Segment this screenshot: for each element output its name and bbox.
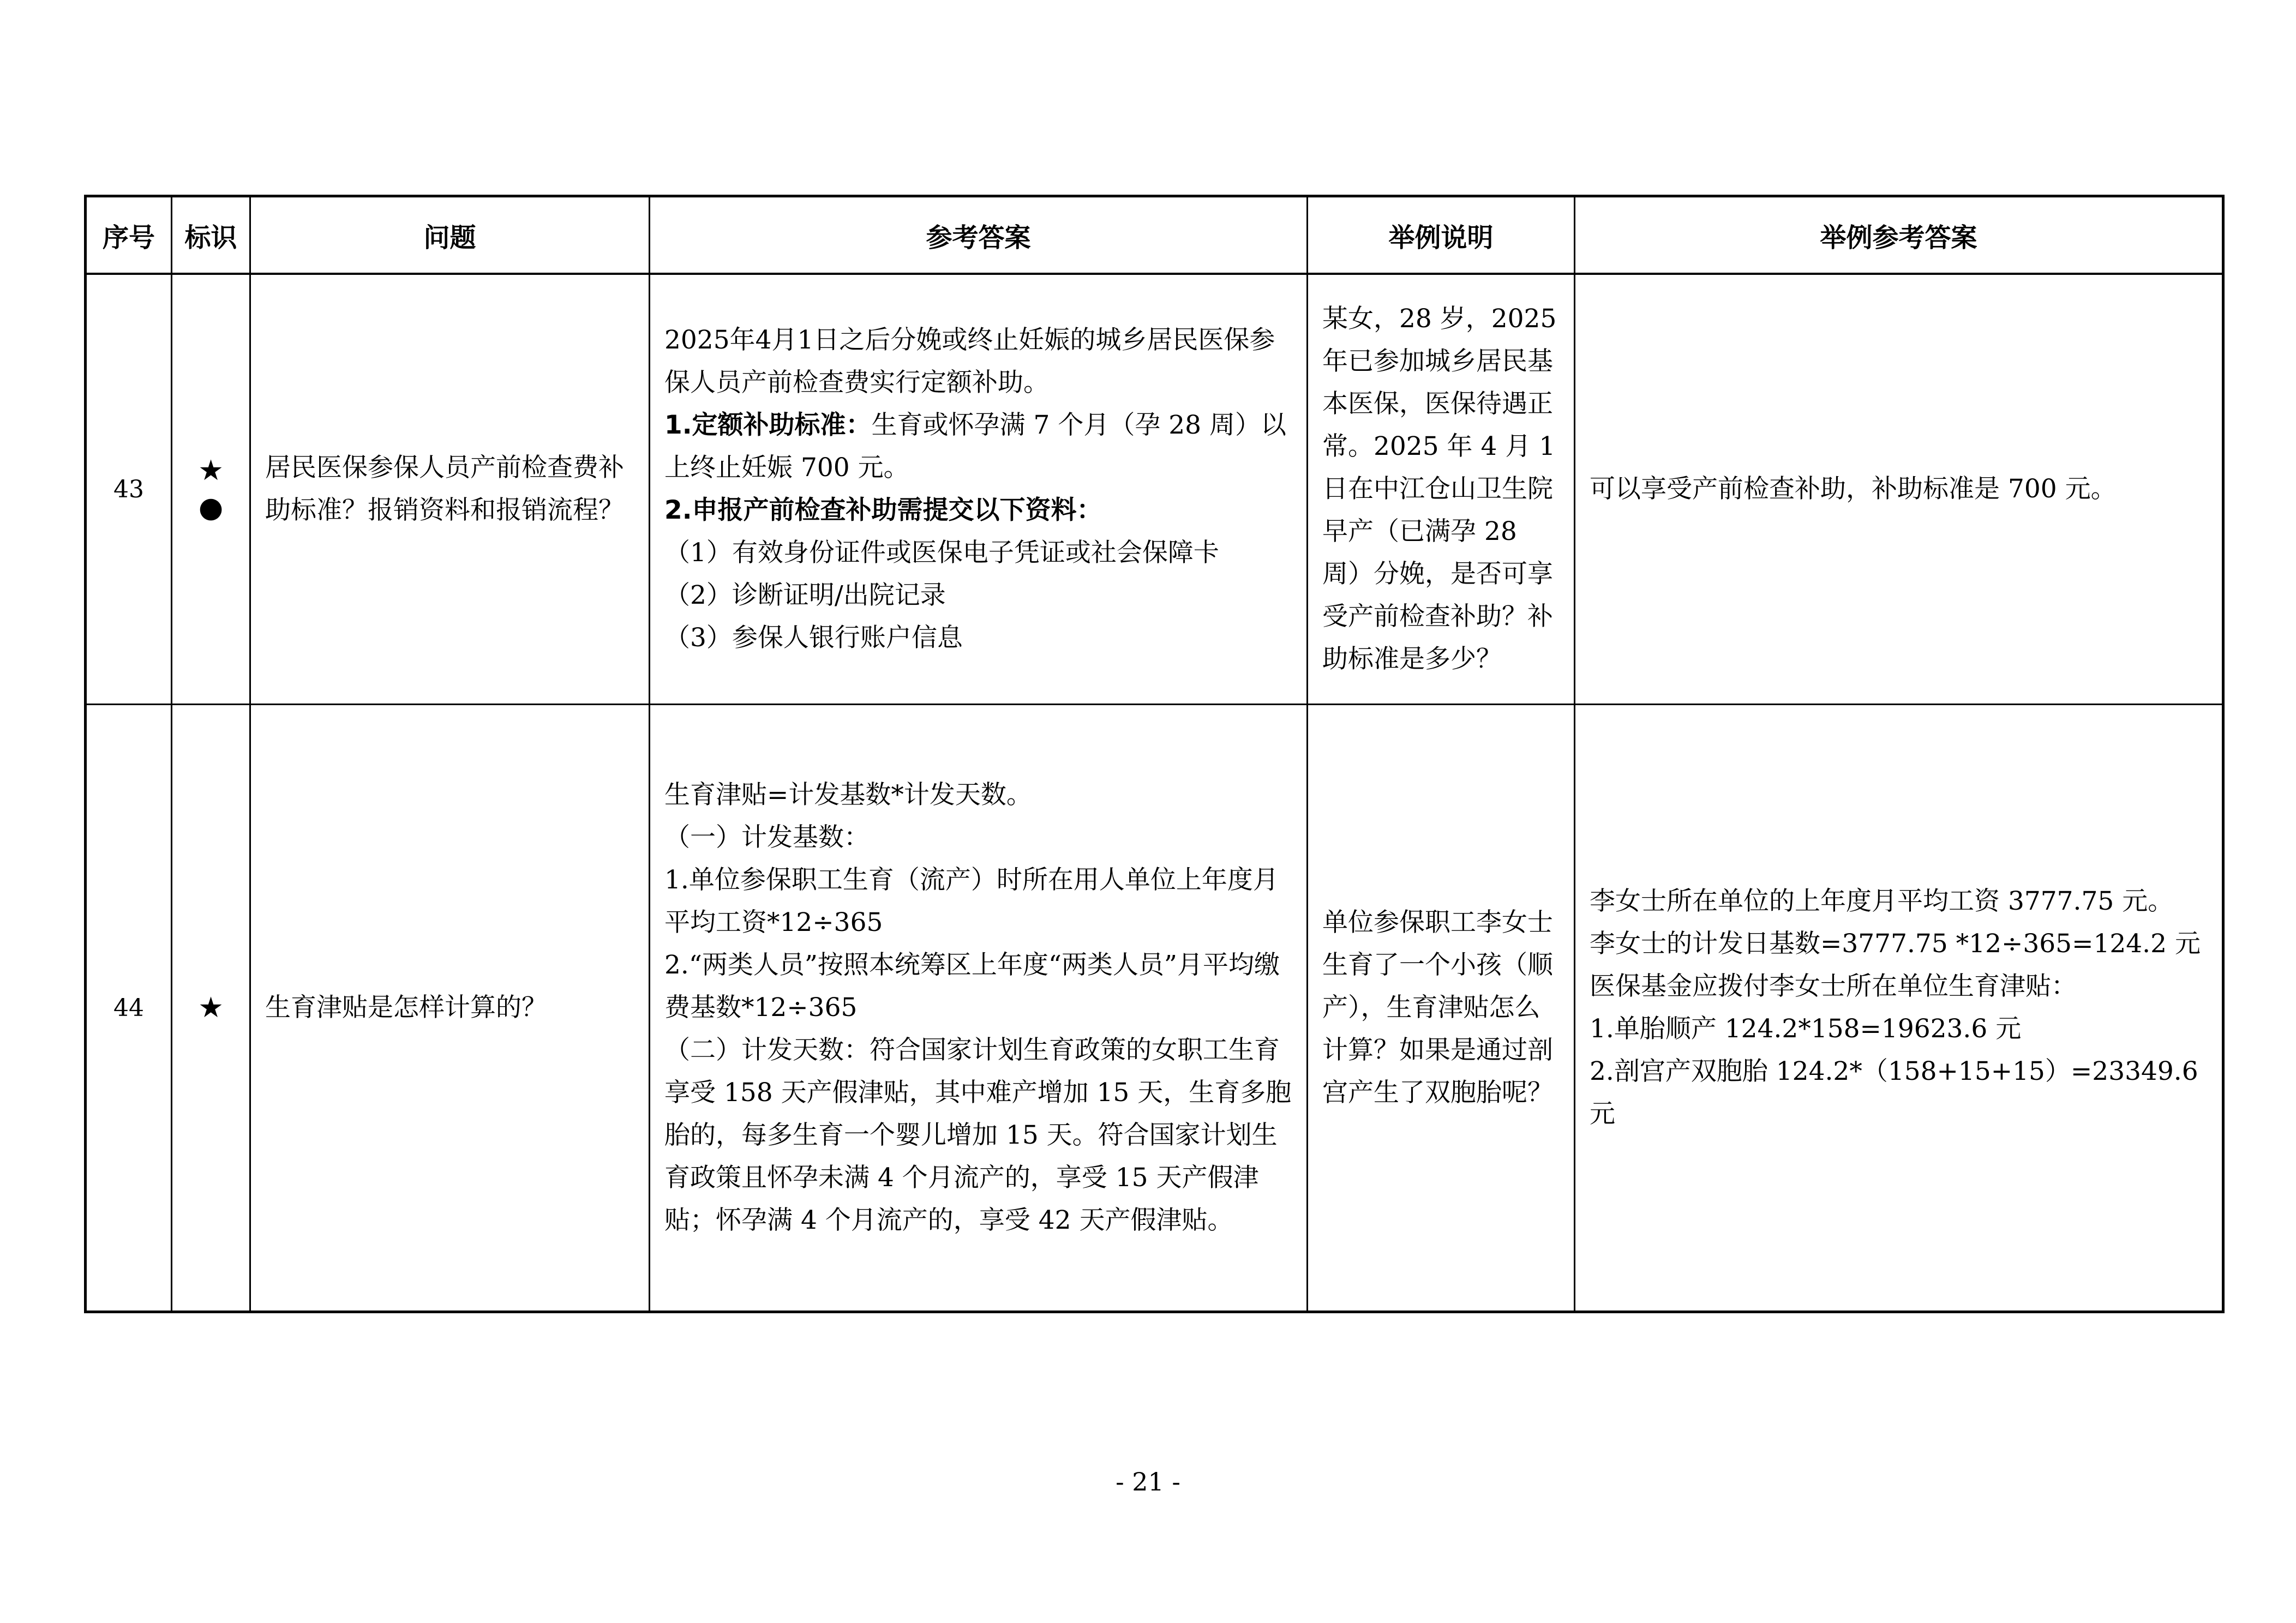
row-number: 43 (86, 274, 172, 705)
answer-line: （一）计发基数： (664, 822, 870, 852)
answer-item1 (664, 404, 1292, 489)
answer-item2-title: 2.申报产前检查补助需提交以下资料： (664, 495, 1102, 525)
example-answer-line: 医保基金应拨付李女士所在单位生育津贴： (1590, 971, 2077, 1001)
row-example-answer: 可以享受产前检查补助，补助标准是 700 元。 (1575, 274, 2223, 705)
table-row (86, 705, 2223, 1312)
row-answer (650, 274, 1308, 705)
row-answer (650, 705, 1308, 1312)
answer-item1-text: 生育或怀孕满 7 个月（孕 28 周）以上终止妊娠 700 元。 (664, 410, 1287, 483)
answer-line: 1.单位参保职工生育（流产）时所在用人单位上年度月平均工资*12÷365 (664, 865, 1279, 937)
header-number: 序号 (86, 196, 172, 274)
star-mark: ★ (198, 991, 224, 1024)
row-example: 某女，28 岁，2025 年已参加城乡居民基本医保，医保待遇正常。2025 年 4 月 1 日在中江仓山卫生院早产（已满孕 28 周）分娩，是否可享受产前检查补助？补助标准是多少？ (1308, 274, 1575, 705)
answer-line: 2.“两类人员”按照本统筹区上年度“两类人员”月平均缴费基数*12÷365 (664, 950, 1280, 1023)
answer-line: 生育津贴=计发基数*计发天数。 (664, 780, 1032, 810)
dot-mark: ● (198, 491, 224, 524)
qa-table (84, 195, 2225, 1313)
row-question: 居民医保参保人员产前检查费补助标准？报销资料和报销流程？ (250, 274, 650, 705)
answer-doc: （2）诊断证明/出院记录 (664, 580, 946, 610)
row-example-answer (1575, 705, 2223, 1312)
answer-doc: （1）有效身份证件或医保电子凭证或社会保障卡 (664, 538, 1219, 568)
row-marks (172, 274, 250, 705)
header-row (86, 196, 2223, 274)
row-question: 生育津贴是怎样计算的？ (250, 705, 650, 1312)
header-question: 问题 (250, 196, 650, 274)
header-answer: 参考答案 (650, 196, 1308, 274)
answer-item1-title: 1.定额补助标准： (664, 410, 872, 440)
example-answer-line: 2.剖宫产双胞胎 124.2*（158+15+15）=23349.6 元 (1590, 1056, 2198, 1129)
header-example: 举例说明 (1308, 196, 1575, 274)
table-row (86, 274, 2223, 705)
header-marks: 标识 (172, 196, 250, 274)
answer-line: （二）计发天数：符合国家计划生育政策的女职工生育享受 158 天产假津贴，其中难产增加 15 天，生育多胞胎的，每多生育一个婴儿增加 15 天。符合国家计划生育政策且怀孕未满 4 个月流产的，享受 15 天产假津贴；怀孕满 4 个月流产的，享受 42 天产假津贴。 (664, 1035, 1292, 1235)
answer-intro: 2025年4月1日之后分娩或终止妊娠的城乡居民医保参保人员产前检查费实行定额补助。 (664, 325, 1275, 398)
row-number: 44 (86, 705, 172, 1312)
row-marks (172, 705, 250, 1312)
page-number: - 21 - (1116, 1467, 1180, 1496)
example-answer-line: 李女士的计发日基数=3777.75 *12÷365=124.2 元 (1590, 929, 2201, 959)
star-mark: ★ (198, 454, 224, 487)
row-example: 单位参保职工李女士生育了一个小孩（顺产），生育津贴怎么计算？如果是通过剖宫产生了双胞胎呢？ (1308, 705, 1575, 1312)
answer-doc: （3）参保人银行账户信息 (664, 623, 963, 653)
example-answer-line: 1.单胎顺产 124.2*158=19623.6 元 (1590, 1014, 2022, 1044)
example-answer-line: 李女士所在单位的上年度月平均工资 3777.75 元。 (1590, 886, 2174, 916)
header-example-answer: 举例参考答案 (1575, 196, 2223, 274)
